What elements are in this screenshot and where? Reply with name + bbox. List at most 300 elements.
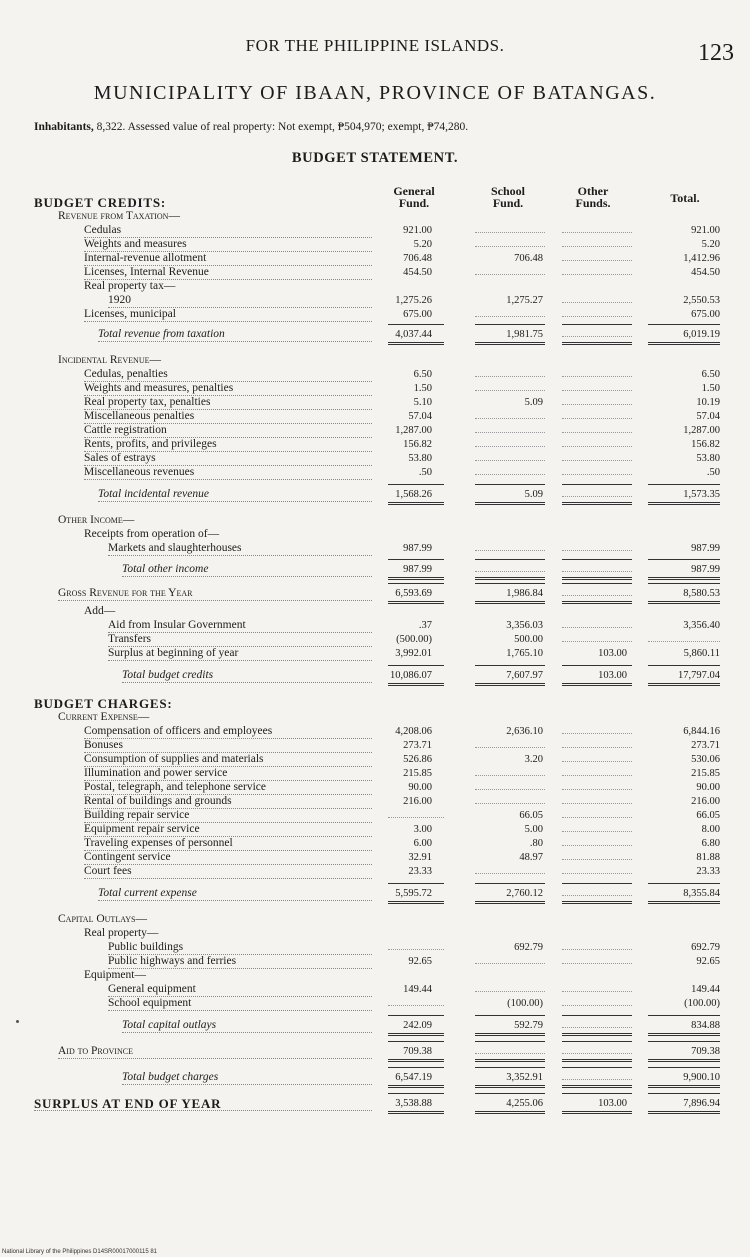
table-row xyxy=(0,997,750,1010)
table-row xyxy=(0,528,750,541)
table-row xyxy=(0,647,750,660)
blank-cell xyxy=(475,308,545,317)
table-row xyxy=(0,238,750,251)
blank-cell xyxy=(562,410,632,419)
row-label: Equipment— xyxy=(84,969,146,981)
sum-rule xyxy=(475,883,545,884)
sum-rule xyxy=(388,1041,444,1042)
table-row xyxy=(0,1045,750,1058)
table-row xyxy=(0,1071,750,1084)
sum-rule xyxy=(388,484,444,485)
value-school: 5.09 xyxy=(524,489,543,500)
table-row xyxy=(0,767,750,780)
table-row xyxy=(0,328,750,341)
sum-rule xyxy=(648,1093,720,1094)
blank-cell xyxy=(562,809,632,818)
value-general: .50 xyxy=(418,467,432,478)
sum-rule xyxy=(562,484,632,485)
value-school: 2,760.12 xyxy=(506,888,543,899)
total-double-rule xyxy=(648,1085,720,1088)
sum-rule xyxy=(475,583,545,584)
sum-rule xyxy=(562,1041,632,1042)
value-general: 6.50 xyxy=(413,369,432,380)
blank-cell xyxy=(475,368,545,377)
value-general: 1.50 xyxy=(413,383,432,394)
row-label: School equipment xyxy=(108,997,372,1011)
value-total: 2,550.53 xyxy=(683,295,720,306)
value-total: 57.04 xyxy=(696,411,720,422)
value-total: 1,412.96 xyxy=(683,253,720,264)
total-double-rule xyxy=(475,342,545,345)
sum-rule xyxy=(475,559,545,560)
value-total: 1,573.35 xyxy=(683,489,720,500)
sum-rule xyxy=(475,1093,545,1094)
table-row xyxy=(0,1019,750,1032)
table-row xyxy=(0,697,750,710)
inhabitants-label: Inhabitants, xyxy=(34,121,94,133)
blank-cell xyxy=(562,753,632,762)
value-total: 5.20 xyxy=(701,239,720,250)
blank-cell xyxy=(562,983,632,992)
table-row xyxy=(0,266,750,279)
value-total: 530.06 xyxy=(691,754,720,765)
value-general: 3,538.88 xyxy=(395,1098,432,1109)
row-label: Revenue from Taxation— xyxy=(58,210,180,222)
table-row xyxy=(0,252,750,265)
total-double-rule xyxy=(475,1111,545,1114)
blank-cell xyxy=(388,997,444,1006)
total-double-rule xyxy=(475,577,545,580)
sum-rule xyxy=(562,1015,632,1016)
total-double-rule xyxy=(562,1085,632,1088)
value-general: 921.00 xyxy=(403,225,432,236)
value-general: 90.00 xyxy=(408,782,432,793)
total-double-rule xyxy=(562,342,632,345)
table-row xyxy=(0,823,750,836)
value-general: 5.20 xyxy=(413,239,432,250)
table-row xyxy=(0,438,750,451)
value-total: 987.99 xyxy=(691,564,720,575)
sum-rule xyxy=(648,583,720,584)
table-row xyxy=(0,983,750,996)
table-row xyxy=(0,210,750,223)
blank-cell xyxy=(475,781,545,790)
total-double-rule xyxy=(475,601,545,604)
blank-cell xyxy=(562,396,632,405)
total-double-rule xyxy=(648,1111,720,1114)
value-total: 10.19 xyxy=(696,397,720,408)
sum-rule xyxy=(562,324,632,325)
table-row xyxy=(0,466,750,479)
table-row xyxy=(0,913,750,926)
value-total: 23.33 xyxy=(696,866,720,877)
value-school: 3.20 xyxy=(524,754,543,765)
inhabitants-line xyxy=(34,121,734,133)
blank-cell xyxy=(475,955,545,964)
table-row xyxy=(0,308,750,321)
table-row xyxy=(0,382,750,395)
row-label: Miscellaneous penalties xyxy=(84,410,372,424)
row-label: Other Income— xyxy=(58,514,135,526)
table-row xyxy=(0,587,750,600)
total-double-rule xyxy=(648,502,720,505)
table-row xyxy=(0,711,750,724)
blank-cell xyxy=(562,739,632,748)
blank-cell xyxy=(562,252,632,261)
sum-rule xyxy=(388,559,444,560)
row-label: Real property— xyxy=(84,927,159,939)
row-label: Current Expense— xyxy=(58,711,150,723)
row-label: Total capital outlays xyxy=(122,1019,372,1033)
blank-cell xyxy=(562,887,632,896)
total-double-rule xyxy=(388,577,444,580)
value-total: 3,356.40 xyxy=(683,620,720,631)
row-label: Cedulas xyxy=(84,224,372,238)
table-row xyxy=(0,224,750,237)
table-row xyxy=(0,354,750,367)
value-total: 90.00 xyxy=(696,782,720,793)
row-label: Total incidental revenue xyxy=(98,488,372,502)
value-total: 8,355.84 xyxy=(683,888,720,899)
sum-rule xyxy=(648,324,720,325)
blank-cell xyxy=(562,941,632,950)
table-row xyxy=(0,514,750,527)
value-total: 7,896.94 xyxy=(683,1098,720,1109)
value-general: 10,086.07 xyxy=(390,670,432,681)
row-label: Traveling expenses of personnel xyxy=(84,837,372,851)
blank-cell xyxy=(562,438,632,447)
row-label: Illumination and power service xyxy=(84,767,372,781)
table-row xyxy=(0,196,750,209)
total-double-rule xyxy=(388,342,444,345)
table-row xyxy=(0,795,750,808)
value-school: 500.00 xyxy=(514,634,543,645)
value-total: 92.65 xyxy=(696,956,720,967)
value-general: 709.38 xyxy=(403,1046,432,1057)
blank-cell xyxy=(475,739,545,748)
value-total: 66.05 xyxy=(696,810,720,821)
value-total: 156.82 xyxy=(691,439,720,450)
value-general: 987.99 xyxy=(403,543,432,554)
total-double-rule xyxy=(388,601,444,604)
value-general: 273.71 xyxy=(403,740,432,751)
total-double-rule xyxy=(562,1033,632,1036)
row-label: BUDGET CHARGES: xyxy=(34,696,173,711)
value-total: .50 xyxy=(706,467,720,478)
value-general: 3,992.01 xyxy=(395,648,432,659)
value-school: .80 xyxy=(529,838,543,849)
blank-cell xyxy=(475,382,545,391)
total-double-rule xyxy=(648,577,720,580)
blank-cell xyxy=(388,809,444,818)
row-label: Contingent service xyxy=(84,851,372,865)
total-double-rule xyxy=(388,1111,444,1114)
blank-cell xyxy=(562,452,632,461)
table-row xyxy=(0,851,750,864)
blank-cell xyxy=(562,424,632,433)
sum-rule xyxy=(562,883,632,884)
blank-cell xyxy=(562,725,632,734)
value-general: 23.33 xyxy=(408,866,432,877)
col-header-other: Other Funds. xyxy=(575,184,611,210)
total-double-rule xyxy=(388,1059,444,1062)
value-school: 4,255.06 xyxy=(506,1098,543,1109)
value-total: 834.88 xyxy=(691,1020,720,1031)
value-total: 675.00 xyxy=(691,309,720,320)
row-label: Transfers xyxy=(108,633,372,647)
blank-cell xyxy=(475,452,545,461)
value-general: 216.00 xyxy=(403,796,432,807)
sum-rule xyxy=(648,484,720,485)
value-total: 53.80 xyxy=(696,453,720,464)
total-double-rule xyxy=(388,901,444,904)
table-row xyxy=(0,781,750,794)
blank-cell xyxy=(562,382,632,391)
row-label: Cedulas, penalties xyxy=(84,368,372,382)
blank-cell xyxy=(562,308,632,317)
row-label: Real property tax, penalties xyxy=(84,396,372,410)
blank-cell xyxy=(475,438,545,447)
blank-cell xyxy=(562,837,632,846)
value-school: 5.09 xyxy=(524,397,543,408)
sum-rule xyxy=(388,883,444,884)
sum-rule xyxy=(475,665,545,666)
row-label: Total budget charges xyxy=(122,1071,372,1085)
total-double-rule xyxy=(388,502,444,505)
value-total: (100.00) xyxy=(684,998,720,1009)
value-school: (100.00) xyxy=(507,998,543,1009)
scan-footer: National Library of the Philippines D14SR00017000115 81 xyxy=(2,1249,157,1255)
blank-cell xyxy=(475,767,545,776)
blank-cell xyxy=(562,1019,632,1028)
table-row xyxy=(0,887,750,900)
row-label: Gross Revenue for the Year xyxy=(58,587,372,601)
value-general: 4,037.44 xyxy=(395,329,432,340)
blank-cell xyxy=(475,424,545,433)
col-header-school: School Fund. xyxy=(490,184,525,210)
table-row xyxy=(0,809,750,822)
total-double-rule xyxy=(388,1033,444,1036)
blank-cell xyxy=(475,563,545,572)
value-general: 3.00 xyxy=(413,824,432,835)
value-general: 454.50 xyxy=(403,267,432,278)
table-row xyxy=(0,488,750,501)
value-total: 709.38 xyxy=(691,1046,720,1057)
value-total: 6.50 xyxy=(701,369,720,380)
sum-rule xyxy=(388,665,444,666)
blank-cell xyxy=(562,368,632,377)
table-row xyxy=(0,941,750,954)
table-row xyxy=(0,452,750,465)
value-school: 1,986.84 xyxy=(506,588,543,599)
value-general: 92.65 xyxy=(408,956,432,967)
row-label: SURPLUS AT END OF YEAR xyxy=(34,1097,372,1111)
blank-cell xyxy=(562,266,632,275)
row-label: Licenses, municipal xyxy=(84,308,372,322)
value-general: 149.44 xyxy=(403,984,432,995)
total-double-rule xyxy=(562,683,632,686)
value-general: (500.00) xyxy=(396,634,432,645)
value-school: 66.05 xyxy=(519,810,543,821)
value-other: 103.00 xyxy=(598,1098,627,1109)
value-general: 6,593.69 xyxy=(395,588,432,599)
table-row xyxy=(0,424,750,437)
blank-cell xyxy=(562,587,632,596)
value-school: 48.97 xyxy=(519,852,543,863)
table-row xyxy=(0,396,750,409)
value-general: .37 xyxy=(418,620,432,631)
blank-cell xyxy=(475,542,545,551)
sum-rule xyxy=(388,1093,444,1094)
blank-cell xyxy=(562,955,632,964)
row-label: Real property tax— xyxy=(84,280,176,292)
table-row xyxy=(0,410,750,423)
value-other: 103.00 xyxy=(598,648,627,659)
total-double-rule xyxy=(648,901,720,904)
row-label: Surplus at beginning of year xyxy=(108,647,372,661)
value-total: 454.50 xyxy=(691,267,720,278)
total-double-rule xyxy=(562,502,632,505)
sum-rule xyxy=(562,583,632,584)
row-label: Weights and measures, penalties xyxy=(84,382,372,396)
row-label: Licenses, Internal Revenue xyxy=(84,266,372,280)
value-total: 6,019.19 xyxy=(683,329,720,340)
row-label: Court fees xyxy=(84,865,372,879)
row-label: Internal-revenue allotment xyxy=(84,252,372,266)
blank-cell xyxy=(562,633,632,642)
sum-rule xyxy=(475,484,545,485)
sum-rule xyxy=(562,1093,632,1094)
page-title: MUNICIPALITY OF IBAAN, PROVINCE OF BATANGAS. xyxy=(93,82,657,104)
value-school: 3,352.91 xyxy=(506,1072,543,1083)
value-general: 1,287.00 xyxy=(395,425,432,436)
row-label: Receipts from operation of— xyxy=(84,528,220,540)
total-double-rule xyxy=(562,601,632,604)
total-double-rule xyxy=(562,577,632,580)
value-school: 592.79 xyxy=(514,1020,543,1031)
row-label: Aid from Insular Government xyxy=(108,619,372,633)
sum-rule xyxy=(388,1015,444,1016)
value-general: 987.99 xyxy=(403,564,432,575)
value-school: 692.79 xyxy=(514,942,543,953)
row-label: Public highways and ferries xyxy=(108,955,372,969)
total-double-rule xyxy=(648,1059,720,1062)
row-label: Bonuses xyxy=(84,739,372,753)
blank-cell xyxy=(562,1071,632,1080)
page-number: 123 xyxy=(698,40,734,66)
row-label: Total other income xyxy=(122,563,372,577)
value-total: 9,900.10 xyxy=(683,1072,720,1083)
value-total: 8,580.53 xyxy=(683,588,720,599)
row-label: Rental of buildings and grounds xyxy=(84,795,372,809)
sum-rule xyxy=(475,1041,545,1042)
sum-rule xyxy=(562,1067,632,1068)
blank-cell xyxy=(562,997,632,1006)
total-double-rule xyxy=(475,1085,545,1088)
value-school: 1,981.75 xyxy=(506,329,543,340)
row-label: Total current expense xyxy=(98,887,372,901)
value-other: 103.00 xyxy=(598,670,627,681)
blank-cell xyxy=(562,563,632,572)
table-row xyxy=(0,955,750,968)
table-row xyxy=(0,725,750,738)
inhabitants-text: 8,322. Assessed value of real property: Not exempt, ₱504,970; exempt, ₱74,280. xyxy=(96,121,469,133)
value-general: 242.09 xyxy=(403,1020,432,1031)
row-label: Consumption of supplies and materials xyxy=(84,753,372,767)
blank-cell xyxy=(562,542,632,551)
table-row xyxy=(0,280,750,293)
table-row xyxy=(0,753,750,766)
sum-rule xyxy=(562,559,632,560)
row-label: Compensation of officers and employees xyxy=(84,725,372,739)
scan-speck xyxy=(16,1020,19,1023)
value-general: 5,595.72 xyxy=(395,888,432,899)
sum-rule xyxy=(648,883,720,884)
value-general: 6.00 xyxy=(413,838,432,849)
value-school: 7,607.97 xyxy=(506,670,543,681)
value-total: 8.00 xyxy=(701,824,720,835)
table-row xyxy=(0,669,750,682)
sum-rule xyxy=(475,1067,545,1068)
value-total: 1,287.00 xyxy=(683,425,720,436)
value-school: 1,765.10 xyxy=(506,648,543,659)
row-label: Incidental Revenue— xyxy=(58,354,161,366)
sum-rule xyxy=(475,324,545,325)
blank-cell xyxy=(475,410,545,419)
blank-cell xyxy=(562,224,632,233)
total-double-rule xyxy=(475,901,545,904)
value-total: 6,844.16 xyxy=(683,726,720,737)
value-school: 1,275.27 xyxy=(506,295,543,306)
sum-rule xyxy=(648,1067,720,1068)
blank-cell xyxy=(562,795,632,804)
row-label: Total revenue from taxation xyxy=(98,328,372,342)
blank-cell xyxy=(475,1045,545,1054)
statement-title: BUDGET STATEMENT. xyxy=(291,150,459,166)
value-total: 215.85 xyxy=(691,768,720,779)
table-row xyxy=(0,739,750,752)
total-double-rule xyxy=(562,901,632,904)
value-total: 149.44 xyxy=(691,984,720,995)
blank-cell xyxy=(562,781,632,790)
table-row xyxy=(0,294,750,307)
sum-rule xyxy=(648,1015,720,1016)
blank-cell xyxy=(562,851,632,860)
col-header-general: General Fund. xyxy=(393,184,435,210)
sum-rule xyxy=(648,1041,720,1042)
blank-cell xyxy=(562,823,632,832)
value-school: 2,636.10 xyxy=(506,726,543,737)
total-double-rule xyxy=(648,1033,720,1036)
row-label: General equipment xyxy=(108,983,372,997)
value-school: 3,356.03 xyxy=(506,620,543,631)
table-row xyxy=(0,865,750,878)
sum-rule xyxy=(388,583,444,584)
table-row xyxy=(0,605,750,618)
value-general: 526.86 xyxy=(403,754,432,765)
row-label: Sales of estrays xyxy=(84,452,372,466)
row-label: 1920 xyxy=(108,294,372,308)
row-label: Miscellaneous revenues xyxy=(84,466,372,480)
value-general: 215.85 xyxy=(403,768,432,779)
value-general: 4,208.06 xyxy=(395,726,432,737)
table-row xyxy=(0,837,750,850)
value-general: 6,547.19 xyxy=(395,1072,432,1083)
total-double-rule xyxy=(475,683,545,686)
row-label: Public buildings xyxy=(108,941,372,955)
total-double-rule xyxy=(475,502,545,505)
value-general: 53.80 xyxy=(408,453,432,464)
